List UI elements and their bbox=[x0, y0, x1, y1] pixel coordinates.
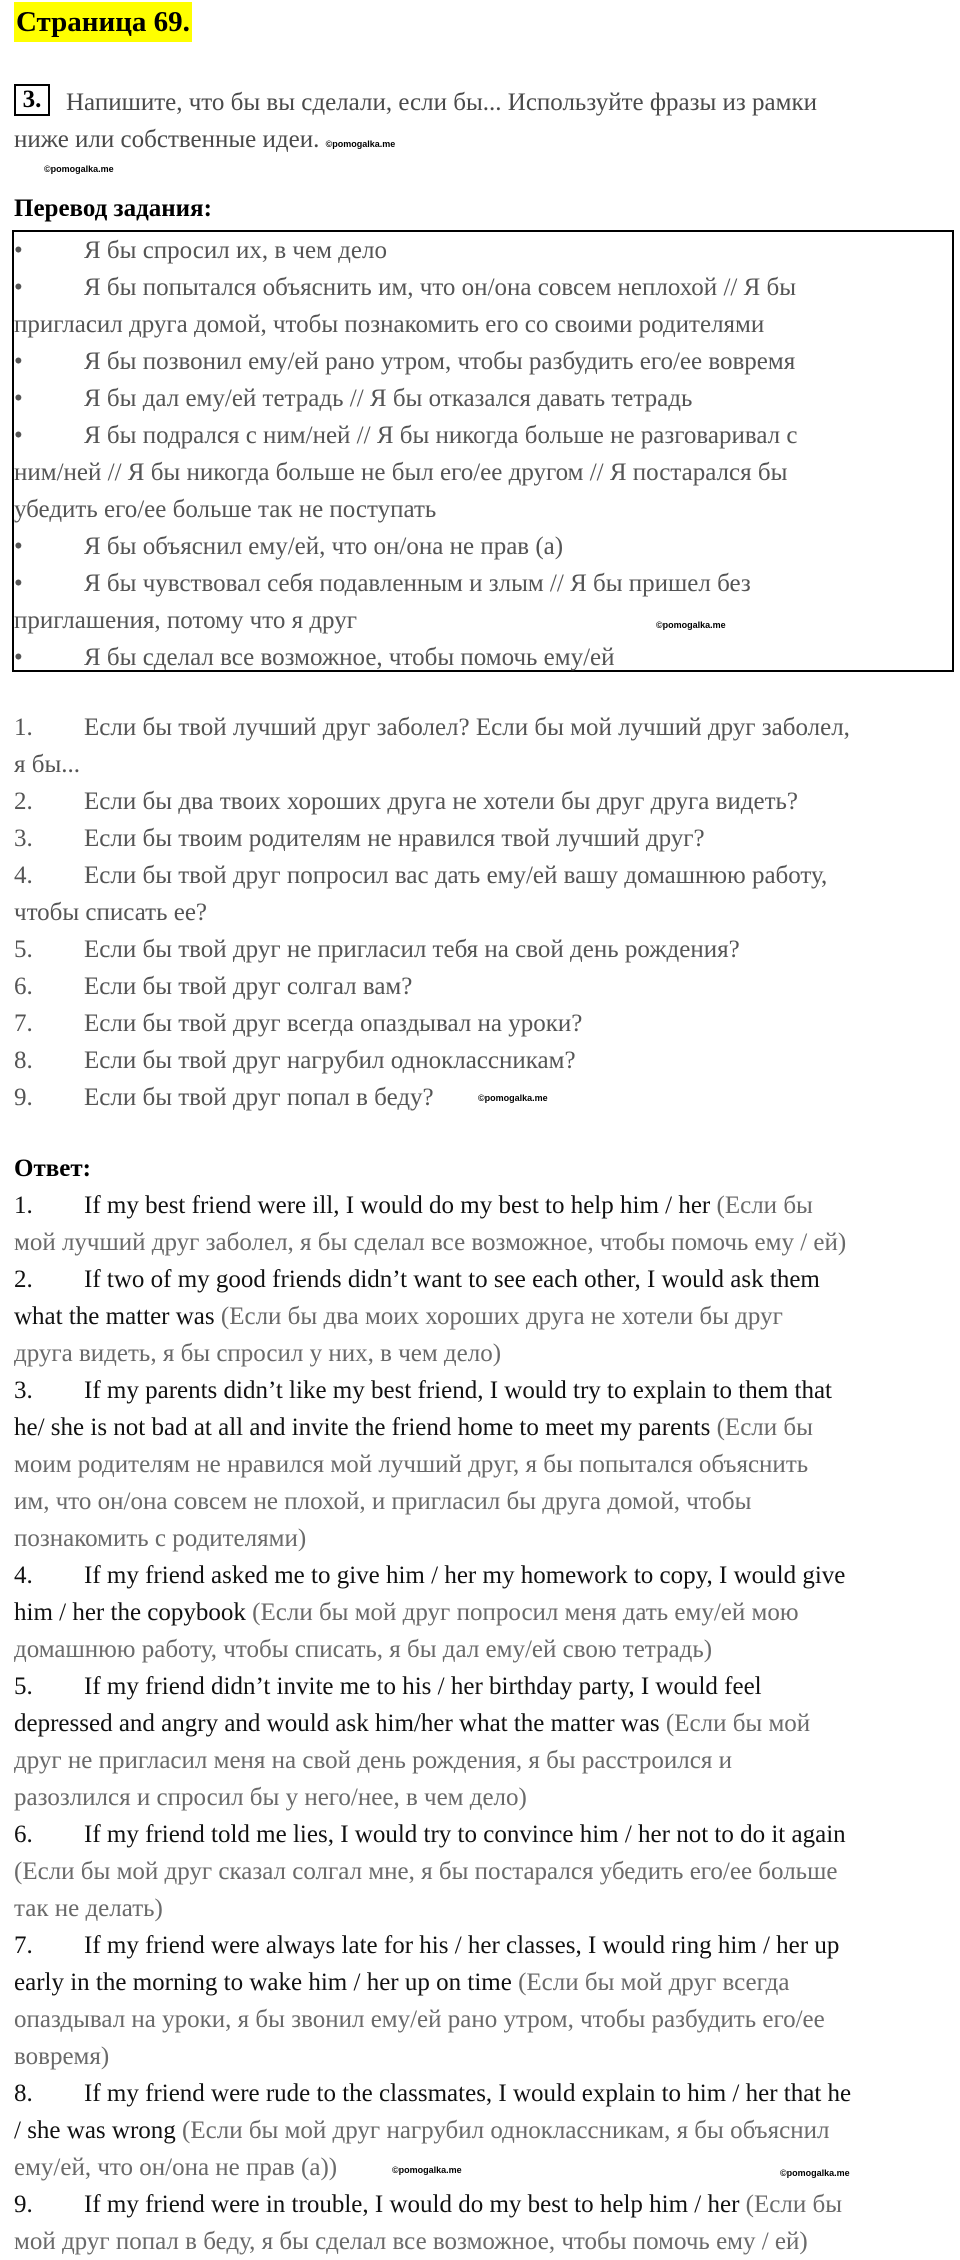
answer-line bbox=[14, 1631, 712, 1668]
answer-english: early in the morning to wake him / her up on time bbox=[14, 1969, 512, 1996]
answer-english: he/ she is not bad at all and invite the friend home to meet my parents bbox=[14, 1414, 711, 1441]
answer-line bbox=[14, 1261, 820, 1298]
bullet-marker: • bbox=[14, 570, 23, 597]
watermark: ©pomogalka.me bbox=[478, 1093, 548, 1103]
question-text: Если бы твой друг попал в беду? bbox=[84, 1084, 434, 1111]
question-line bbox=[14, 746, 80, 783]
translation-line bbox=[14, 269, 796, 306]
translation-text: Я бы позвонил ему/ей рано утром, чтобы разбудить его/ее вовремя bbox=[84, 348, 796, 375]
answer-number: 1. bbox=[14, 1192, 33, 1219]
question-text: чтобы списать ее? bbox=[14, 899, 208, 926]
answer-translation: так не делать) bbox=[14, 1895, 163, 1922]
translation-line bbox=[14, 343, 795, 380]
answer-translation: вовремя) bbox=[14, 2043, 110, 2070]
answer-number: 9. bbox=[14, 2191, 33, 2218]
answer-translation: (Если бы мой друг нагрубил одноклассникам, я бы объяснил bbox=[175, 2117, 830, 2144]
question-text: Если бы твой друг всегда опаздывал на уроки? bbox=[84, 1010, 583, 1037]
answer-translation: (Если бы bbox=[739, 2191, 842, 2218]
bullet-marker: • bbox=[14, 385, 23, 412]
question-text: Если бы твой друг попросил вас дать ему/ей вашу домашнюю работу, bbox=[84, 862, 828, 889]
question-text: я бы... bbox=[14, 751, 81, 778]
bullet-marker: • bbox=[14, 274, 23, 301]
answer-english: If my friend were in trouble, I would do my best to help him / her bbox=[84, 2191, 740, 2218]
task-instruction bbox=[14, 84, 934, 163]
answer-line bbox=[14, 1483, 751, 1520]
answer-line bbox=[14, 2186, 842, 2223]
answer-line bbox=[14, 1557, 845, 1594]
watermark: ©pomogalka.me bbox=[780, 2168, 850, 2178]
answer-line bbox=[14, 1964, 789, 2001]
answer-english: If my friend told me lies, I would try to convince him / her not to do it again bbox=[84, 1821, 846, 1848]
question-text: Если бы два твоих хороших друга не хотели бы друг друга видеть? bbox=[84, 788, 799, 815]
answer-number: 8. bbox=[14, 2080, 33, 2107]
answer-line bbox=[14, 1853, 837, 1890]
translation-line bbox=[14, 639, 615, 676]
answer-line bbox=[14, 2112, 829, 2149]
translation-line bbox=[14, 417, 797, 454]
answer-translation: опаздывал на уроки, я бы звонил ему/ей рано утром, чтобы разбудить его/ее bbox=[14, 2006, 825, 2033]
answer-line bbox=[14, 1520, 306, 1557]
bullet-marker: • bbox=[14, 237, 23, 264]
answer-translation: домашнюю работу, чтобы списать, я бы дал ему/ей свою тетрадь) bbox=[14, 1636, 713, 1663]
answer-line bbox=[14, 1594, 799, 1631]
watermark: ©pomogalka.me bbox=[44, 164, 114, 174]
answer-english: If two of my good friends didn’t want to see each other, I would ask them bbox=[84, 1266, 820, 1293]
translation-line bbox=[14, 232, 387, 269]
translation-line bbox=[14, 528, 563, 565]
answer-english: depressed and angry and would ask him/her what the matter was bbox=[14, 1710, 660, 1737]
bullet-marker: • bbox=[14, 348, 23, 375]
translation-text: Я бы попытался объяснить им, что он/она совсем неплохой // Я бы bbox=[84, 274, 797, 301]
translation-line bbox=[14, 380, 692, 417]
answer-translation: (Если бы два моих хороших друга не хотели бы друг bbox=[214, 1303, 783, 1330]
answer-english: If my parents didn’t like my best friend, I would try to explain to them that bbox=[84, 1377, 832, 1404]
translation-text: Я бы дал ему/ей тетрадь // Я бы отказался давать тетрадь bbox=[84, 385, 693, 412]
answer-translation: познакомить с родителями) bbox=[14, 1525, 307, 1552]
translation-text: Я бы объяснил ему/ей, что он/она не прав (а) bbox=[84, 533, 564, 560]
answer-english: him / her the copybook bbox=[14, 1599, 246, 1626]
answer-english: If my friend were rude to the classmates, I would explain to him / her that he bbox=[84, 2080, 852, 2107]
question-line bbox=[14, 783, 798, 820]
translation-heading: Перевод задания: bbox=[14, 195, 212, 222]
answer-line bbox=[14, 1446, 808, 1483]
answer-english: If my friend were always late for his / her classes, I would ring him / her up bbox=[84, 1932, 840, 1959]
translation-text: Я бы сделал все возможное, чтобы помочь ему/ей bbox=[84, 644, 615, 671]
question-line bbox=[14, 1079, 434, 1116]
answer-translation: мой лучший друг заболел, я бы сделал все возможное, чтобы помочь ему / ей) bbox=[14, 1229, 847, 1256]
question-line bbox=[14, 709, 850, 746]
answer-english: what the matter was bbox=[14, 1303, 215, 1330]
translation-line bbox=[14, 565, 751, 602]
answer-english: If my friend didn’t invite me to his / her birthday party, I would feel bbox=[84, 1673, 762, 1700]
question-number: 5. bbox=[14, 936, 33, 963]
translation-text: Я бы чувствовал себя подавленным и злым // Я бы пришел без bbox=[84, 570, 751, 597]
answer-line bbox=[14, 1742, 732, 1779]
bullet-marker: • bbox=[14, 533, 23, 560]
answer-line bbox=[14, 2149, 337, 2186]
answer-translation: (Если бы мой друг всегда bbox=[511, 1969, 790, 1996]
answer-line bbox=[14, 1187, 813, 1224]
answer-translation: им, что он/она совсем не плохой, и пригласил бы друга домой, чтобы bbox=[14, 1488, 752, 1515]
answer-line bbox=[14, 1705, 810, 1742]
answer-english: If my best friend were ill, I would do my best to help him / her bbox=[84, 1192, 711, 1219]
task-number: 3. bbox=[14, 84, 50, 116]
translation-text: Я бы подрался с ним/ней // Я бы никогда больше не разговаривал с bbox=[84, 422, 798, 449]
translation-text: приглашения, потому что я друг bbox=[14, 607, 357, 634]
answer-line bbox=[14, 2001, 825, 2038]
answer-line bbox=[14, 1409, 813, 1446]
answer-translation: (Если бы bbox=[710, 1192, 813, 1219]
answer-line bbox=[14, 1335, 501, 1372]
watermark: ©pomogalka.me bbox=[392, 2165, 462, 2175]
answer-translation: (Если бы мой bbox=[659, 1710, 811, 1737]
question-number: 4. bbox=[14, 862, 33, 889]
question-number: 9. bbox=[14, 1084, 33, 1111]
page-title: Страница 69. bbox=[14, 2, 192, 42]
answer-line bbox=[14, 1927, 839, 1964]
translation-text: Я бы спросил их, в чем дело bbox=[84, 237, 387, 264]
task-text-line2: ниже или собственные идеи. bbox=[14, 126, 320, 153]
answer-translation: (Если бы мой друг попросил меня дать ему/ей мою bbox=[245, 1599, 799, 1626]
answer-number: 2. bbox=[14, 1266, 33, 1293]
answer-translation: друга видеть, я бы спросил у них, в чем дело) bbox=[14, 1340, 502, 1367]
translation-text: пригласил друга домой, чтобы познакомить его со своими родителями bbox=[14, 311, 765, 338]
translation-line bbox=[14, 454, 787, 491]
answer-english: / she was wrong bbox=[14, 2117, 176, 2144]
answer-line bbox=[14, 2075, 851, 2112]
bullet-marker: • bbox=[14, 644, 23, 671]
answer-translation: разозлился и спросил бы у него/нее, в чем дело) bbox=[14, 1784, 527, 1811]
answer-number: 3. bbox=[14, 1377, 33, 1404]
question-number: 2. bbox=[14, 788, 33, 815]
question-text: Если бы твоим родителям не нравился твой лучший друг? bbox=[84, 825, 705, 852]
question-text: Если бы твой лучший друг заболел? Если бы мой лучший друг заболел, bbox=[84, 714, 850, 741]
answer-line bbox=[14, 1816, 846, 1853]
answer-line bbox=[14, 1298, 783, 1335]
answer-translation: мой друг попал в беду, я бы сделал все возможное, чтобы помочь ему / ей) bbox=[14, 2228, 808, 2255]
answer-translation: (Если бы мой друг сказал солгал мне, я бы постарался убедить его/ее больше bbox=[14, 1858, 838, 1885]
question-line bbox=[14, 894, 207, 931]
question-text: Если бы твой друг не пригласил тебя на свой день рождения? bbox=[84, 936, 740, 963]
bullet-marker: • bbox=[14, 422, 23, 449]
question-text: Если бы твой друг нагрубил одноклассникам? bbox=[84, 1047, 576, 1074]
answer-line bbox=[14, 1779, 527, 1816]
translation-line bbox=[14, 602, 357, 639]
translation-line bbox=[14, 491, 436, 528]
translation-line bbox=[14, 306, 764, 343]
answer-english: If my friend asked me to give him / her my homework to copy, I would give bbox=[84, 1562, 846, 1589]
translation-text: убедить его/ее больше так не поступать bbox=[14, 496, 437, 523]
answer-translation: моим родителям не нравился мой лучший друг, я бы попытался объяснить bbox=[14, 1451, 809, 1478]
answer-number: 5. bbox=[14, 1673, 33, 1700]
question-line bbox=[14, 1005, 582, 1042]
answer-line bbox=[14, 1668, 762, 1705]
question-number: 3. bbox=[14, 825, 33, 852]
task-text-line1: Напишите, что бы вы сделали, если бы... Используйте фразы из рамки bbox=[66, 89, 818, 116]
question-number: 6. bbox=[14, 973, 33, 1000]
watermark: ©pomogalka.me bbox=[325, 139, 396, 149]
answer-line bbox=[14, 1372, 832, 1409]
question-number: 8. bbox=[14, 1047, 33, 1074]
question-line bbox=[14, 820, 705, 857]
answer-line bbox=[14, 1224, 846, 1261]
translation-text: ним/ней // Я бы никогда больше не был его/ее другом // Я постарался бы bbox=[14, 459, 788, 486]
answer-translation: друг не пригласил меня на свой день рождения, я бы расстроился и bbox=[14, 1747, 732, 1774]
question-line bbox=[14, 931, 740, 968]
answer-line bbox=[14, 1890, 163, 1927]
question-number: 7. bbox=[14, 1010, 33, 1037]
question-text: Если бы твой друг солгал вам? bbox=[84, 973, 413, 1000]
question-number: 1. bbox=[14, 714, 33, 741]
answer-heading: Ответ: bbox=[14, 1155, 91, 1182]
answer-line bbox=[14, 2223, 808, 2260]
answer-line bbox=[14, 2038, 109, 2075]
question-line bbox=[14, 968, 412, 1005]
watermark: ©pomogalka.me bbox=[656, 620, 726, 630]
answer-number: 7. bbox=[14, 1932, 33, 1959]
question-line bbox=[14, 857, 827, 894]
question-line bbox=[14, 1042, 576, 1079]
answer-number: 6. bbox=[14, 1821, 33, 1848]
answer-translation: ему/ей, что он/она не прав (а)) bbox=[14, 2154, 338, 2181]
answer-number: 4. bbox=[14, 1562, 33, 1589]
answer-translation: (Если бы bbox=[710, 1414, 813, 1441]
